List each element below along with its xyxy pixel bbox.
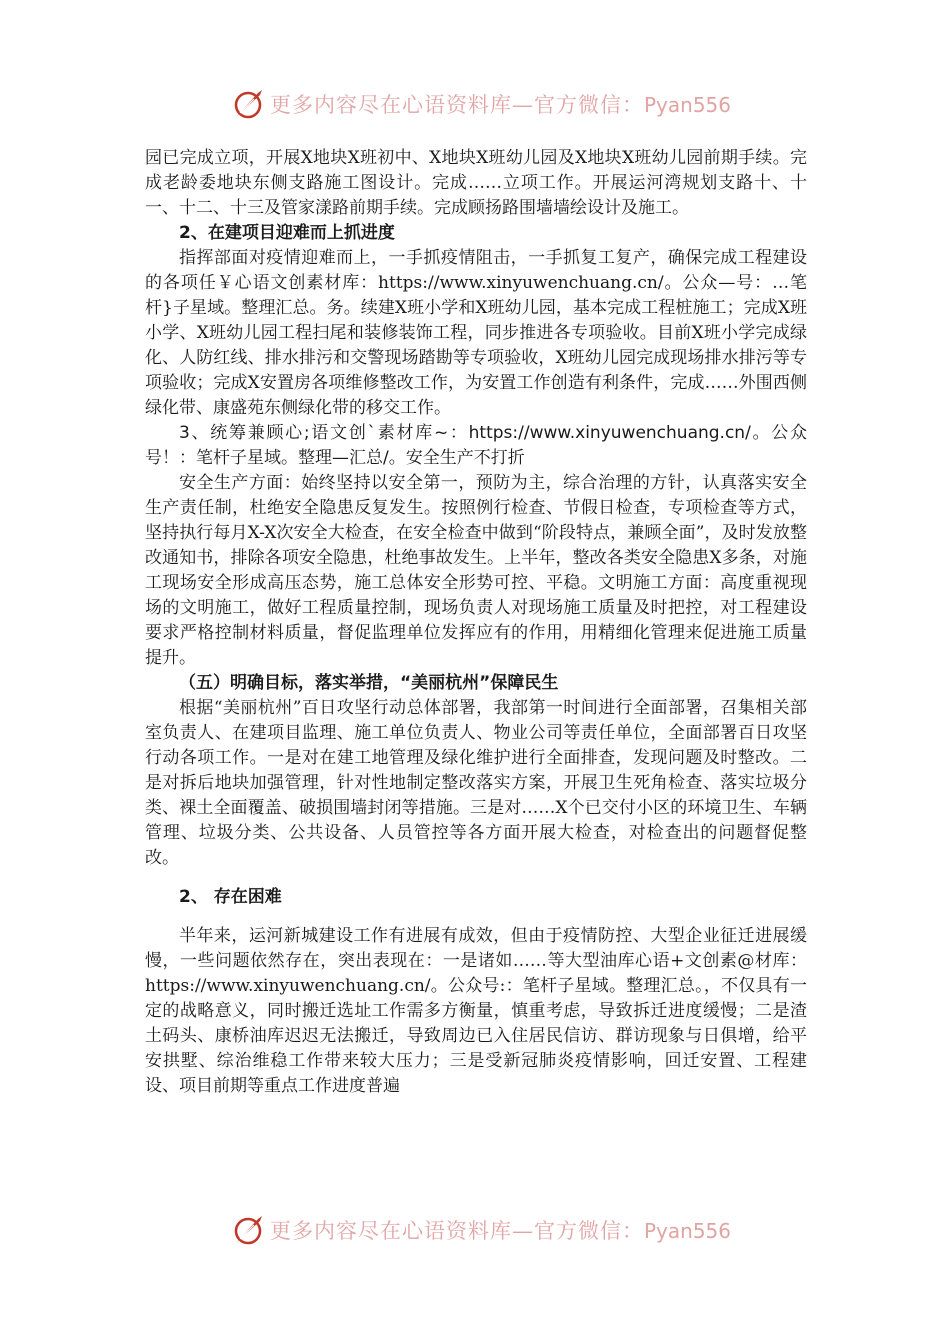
footer-banner: [0, 1208, 950, 1252]
banner-text: 更多内容尽在心语资料库—官方微信：Pyan556: [270, 1219, 732, 1243]
paragraph: 根据“美丽杭州”百日攻坚行动总体部署，我部第一时间进行全面部署，召集相关部室负责人、在建项目监理、施工单位负责人、物业公司等责任单位，全面部署百日攻坚行动各项工作。一是对在建工地管理及绿化维护进行全面排查，发现问题及时整改。二是对拆后地块加强管理，针对性地制定整改落实方案，开展卫生死角检查、落实垃圾分类、裸土全面覆盖、破损围墙封闭等措施。三是对……X个已交付小区的环境卫生、车辆管理、垃圾分类、公共设备、人员管控等各方面开展大检查，对检查出的问题督促整改。: [145, 698, 807, 868]
paragraph: 指挥部面对疫情迎难而上，一手抓疫情阻击，一手抓复工复产，确保完成工程建设的各项任￥心语文创素材库：https://www.xinyuwenchuang.cn/。公众—号：…笔杆}子星域。整理汇总。务。续建X班小学和X班幼儿园，基本完成工程桩施工；完成X班小学、X班幼儿园工程扫尾和装修装饰工程，同步推进各专项验收。目前X班小学完成绿化、人防红线、排水排污和交警现场踏勘等专项验收，X班幼儿园完成现场排水排污等专项验收；完成X安置房各项维修整改工作，为安置工作创造有利条件，完成……外围西侧绿化带、康盛苑东侧绿化带的移交工作。: [145, 248, 807, 418]
section-heading: 2、 存在困难: [179, 887, 282, 907]
section-heading: 2、在建项目迎难而上抓进度: [179, 223, 395, 243]
wechat-id: Pyan556: [644, 1219, 732, 1243]
paragraph: 半年来，运河新城建设工作有进展有成效，但由于疫情防控、大型企业征迁进展缓慢，一些问题依然存在，突出表现在：一是诸如……等大型油库心语+文创素@材库：https://www.xinyuwenchuang.cn/。公众号:：笔杆子星域。整理汇总。，不仅具有一定的战略意义，同时搬迁选址工作需多方衡量，慎重考虑，导致拆迁进度缓慢；二是渣土码头、康桥油库迟迟无法搬迁，导致周边已入住居民信访、群访现象与日俱增，给平安拱墅、综治维稳工作带来较大压力；三是受新冠肺炎疫情影响，回迁安置、工程建设、项目前期等重点工作进度普遍: [145, 926, 807, 1096]
paragraph: 3、统筹兼顾心;语文创`素材库~：https://www.xinyuwenchuang.cn/。公众号！：笔杆子星域。整理—汇总/。安全生产不打折: [145, 423, 807, 468]
paragraph: 安全生产方面：始终坚持以安全第一，预防为主，综合治理的方针，认真落实安全生产责任制，杜绝安全隐患反复发生。按照例行检查、节假日检查，专项检查等方式，坚持执行每月X-X次安全大检查，在安全检查中做到“阶段特点，兼顾全面”，及时发放整改通知书，排除各项安全隐患，杜绝事故发生。上半年，整改各类安全隐患X多条，对施工现场安全形成高压态势，施工总体安全形势可控、平稳。文明施工方面：高度重视现场的文明施工，做好工程质量控制，现场负责人对现场施工质量及时把控，对工程建设要求严格控制材料质量，督促监理单位发挥应有的作用，用精细化管理来促进施工质量提升。: [145, 473, 807, 668]
header-banner: [0, 82, 950, 126]
quill-logo-icon: [232, 87, 266, 121]
section-heading: （五）明确目标，落实举措，“美丽杭州”保障民生: [179, 673, 559, 693]
wechat-id: Pyan556: [644, 93, 732, 117]
banner-text: 更多内容尽在心语资料库—官方微信：Pyan556: [270, 93, 732, 117]
document-body: [145, 146, 807, 1099]
quill-logo-icon: [232, 1213, 266, 1247]
paragraph: 园已完成立项，开展X地块X班初中、X地块X班幼儿园及X地块X班幼儿园前期手续。完成老龄委地块东侧支路施工图设计。完成……立项工作。开展运河湾规划支路十、十一、十二、十三及管家漾路前期手续。完成顾扬路围墙墙绘设计及施工。: [145, 148, 807, 218]
